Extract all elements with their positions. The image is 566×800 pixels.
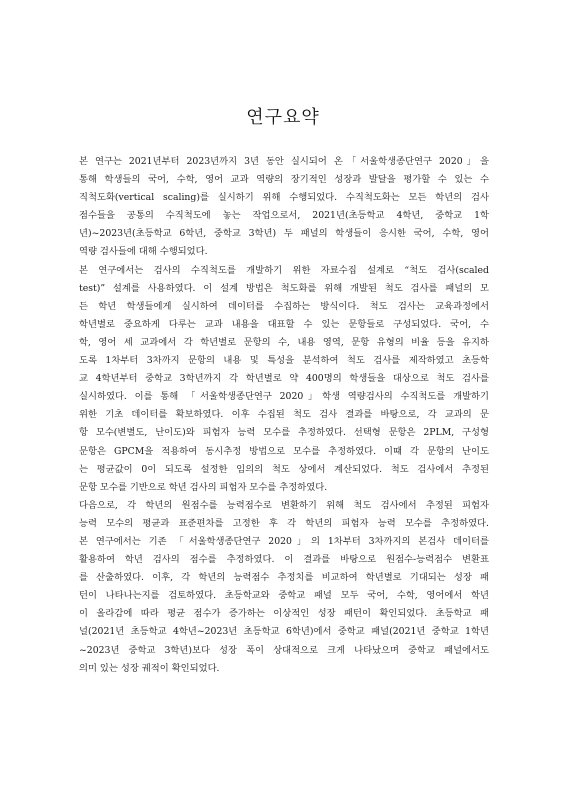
text-line: 활용하여 학년 검사의 점수를 추정하였다. 이 결과를 바탕으로 원점수-능력점수 변환표: [79, 554, 489, 566]
paragraph: [79, 497, 489, 678]
text-line: 든 학년 학생들에게 실시하여 데이터를 수집하는 방식이다. 척도 검사는 교육과정에서: [79, 300, 489, 312]
text-line: 널(2021년 초등학교 4학년~2023년 초등학교 6학년)에서 중학교 패널(2021년 중학교 1학년: [79, 626, 489, 638]
text-line: ~2023년 중학교 3학년)보다 성장 폭이 상대적으로 크게 나타났으며 중학교 패널에서도: [79, 644, 489, 656]
text-line: 역량 검사들에 대해 수행되었다.: [79, 246, 208, 258]
text-line: 능력 모수의 평균과 표준편차를 고정한 후 각 학년의 피험자 능력 모수를 추정하였다.: [79, 517, 489, 529]
text-line: 년)~2023년(초등학교 6학년, 중학교 3학년) 두 패널의 학생들이 응시한 국어, 수학, 영어: [79, 228, 489, 240]
text-line: 다음으로, 각 학년의 원점수를 능력점수로 변환하기 위해 척도 검사에서 추정된 피험자: [79, 499, 489, 511]
text-line: 점수들을 공통의 수직척도에 놓는 작업으로서, 2021년(초등학교 4학년, 중학교 1학: [79, 210, 489, 222]
page-title: 연구요약: [246, 107, 320, 128]
text-line: 실시하였다. 이를 통해 「서울학생종단연구 2020」학생 역량검사의 수직척도를 개발하기: [79, 391, 489, 403]
text-line: 학, 영어 세 교과에서 각 학년별로 문항의 수, 내용 영역, 문항 유형의 비율 등을 유지하: [79, 336, 489, 348]
text-line: 본 연구에서는 검사의 수직척도를 개발하기 위한 자료수집 설계로 “척도 검사(scaled: [79, 264, 489, 276]
text-line: 는 평균값이 0이 되도록 설정한 임의의 척도 상에서 계산되었다. 척도 검사에서 추정된: [79, 463, 489, 475]
text-line: 이 올라감에 따라 평균 점수가 증가하는 이상적인 성장 패턴이 확인되었다. 초등학교 패: [79, 608, 489, 620]
text-line: 통해 학생들의 국어, 수학, 영어 교과 역량의 장기적인 성장과 발달을 평가할 수 있는 수: [79, 174, 489, 186]
text-line: 본 연구에서는 기존 「서울학생종단연구 2020」의 1차부터 3차까지의 본검사 데이터를: [79, 535, 489, 547]
text-line: 본 연구는 2021년부터 2023년까지 3년 동안 실시되어 온「서울학생종단연구 2020」을: [79, 156, 489, 167]
paragraph: [79, 262, 489, 497]
text-line: 의미 있는 성장 궤적이 확인되었다.: [79, 662, 220, 674]
text-line: test)” 설계를 사용하였다. 이 설계 방법은 척도화를 위해 개발된 척도 검사를 패널의 모: [79, 282, 489, 294]
paragraph: [79, 153, 489, 262]
text-line: 위한 기초 데이터를 확보하였다. 이후 수집된 척도 검사 결과를 바탕으로, 각 교과의 문: [79, 409, 489, 421]
text-line: 턴이 나타나는지를 검토하였다. 초등학교와 중학교 패널 모두 국어, 수학, 영어에서 학년: [79, 590, 489, 602]
text-line: 직척도화(vertical scaling)를 실시하기 위해 수행되었다. 수직척도화는 모든 학년의 검사: [79, 192, 489, 204]
text-line: 항 모수(변별도, 난이도)와 피험자 능력 모수를 추정하였다. 선택형 문항은 2PLM, 구성형: [79, 427, 489, 439]
text-line: 문항은 GPCM을 적용하여 동시추정 방법으로 모수를 추정하였다. 이때 각 문항의 난이도: [79, 445, 489, 457]
text-line: 를 산출하였다. 이후, 각 학년의 능력점수 추정치를 비교하여 학년별로 기대되는 성장 패: [79, 572, 489, 584]
text-line: 도록 1차부터 3차까지 문항의 내용 및 특성을 분석하여 척도 검사를 제작하였고 초등학: [79, 355, 489, 367]
text-line: 문항 모수를 기반으로 학년 검사의 피험자 모수를 추정하였다.: [79, 481, 328, 493]
text-line: 학년별로 중요하게 다루는 교과 내용을 대표할 수 있는 문항들로 구성되었다. 국어, 수: [79, 318, 489, 330]
text-line: 교 4학년부터 중학교 3학년까지 각 학년별로 약 400명의 학생들을 대상으로 척도 검사를: [79, 373, 489, 385]
summary-body: [79, 153, 489, 678]
